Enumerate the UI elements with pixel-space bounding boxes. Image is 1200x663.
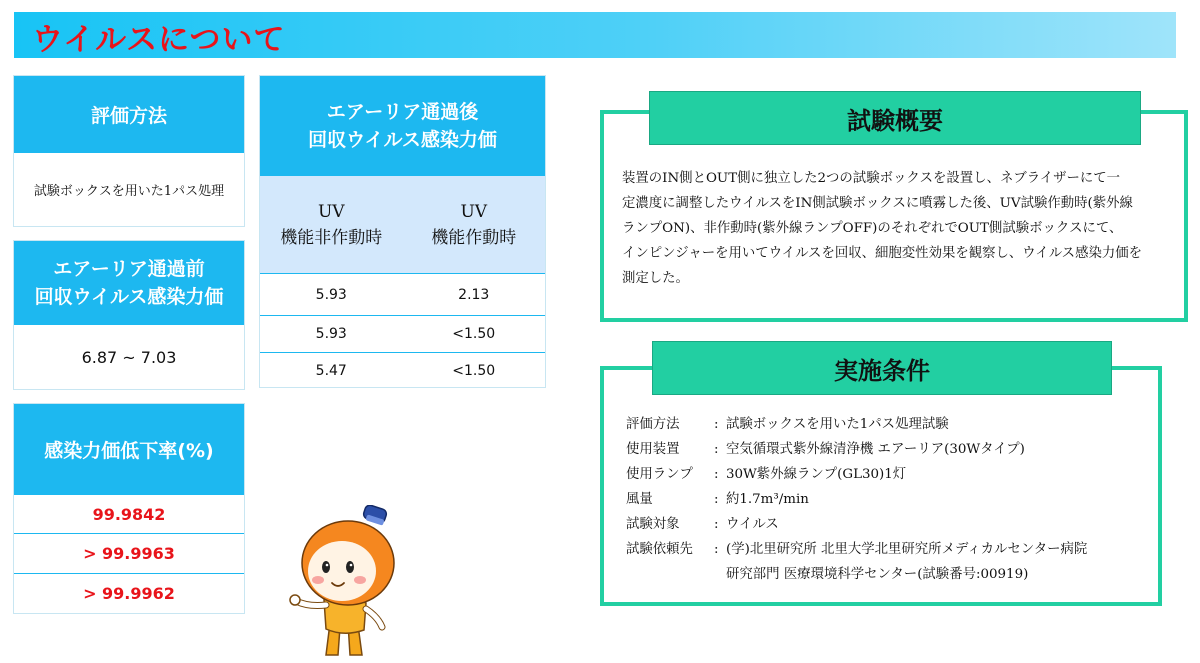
overview-line: ランプON)、非作動時(紫外線ランプOFF)のそれぞれでOUT側試験ボックスにて、 [622,221,1123,236]
overview-line: インピンジャーを用いてウイルスを回収、細胞変性効果を観察し、ウイルス感染力価を [622,246,1143,261]
table-row [260,315,545,352]
post-titer-table [259,75,546,388]
condition-row [626,462,1151,487]
condition-value: 空気循環式紫外線清浄機 エアーリア(30Wタイプ) [726,442,1025,457]
condition-key: 試験依頼先 [626,542,693,557]
test-conditions-list [626,412,1151,587]
overview-line: 定濃度に調整したウイルスをIN側試験ボックスに噴霧した後、UV試験作動時(紫外線 [622,196,1133,211]
pre-titer-value [14,325,244,389]
reduction-rate-value [14,573,244,613]
table-cell: <1.50 [452,326,496,342]
evaluation-method-heading [14,76,244,153]
table-row [260,352,545,389]
post-titer-heading-line2: 回収ウイルス感染力価 [308,129,497,151]
test-overview-heading [649,91,1141,145]
condition-key: 評価方法 [626,417,680,432]
column-header-uv-off [260,176,403,273]
condition-value: ウイルス [726,517,779,532]
mascot-illustration [286,505,396,660]
table-cell: 5.93 [315,326,347,342]
test-overview-heading-text: 試験概要 [847,106,943,135]
reduction-rate-value [14,533,244,573]
condition-row [626,437,1151,462]
evaluation-method-box [13,75,245,227]
reduction-rate-value-1: 99.9842 [92,504,166,524]
evaluation-method-value-text: 試験ボックスを用いた1パス処理 [33,184,225,199]
evaluation-method-value [14,153,244,226]
reduction-rate-value-2: > 99.9963 [83,544,175,563]
post-titer-heading [260,76,545,176]
condition-key: 試験対象 [626,517,680,532]
condition-separator: : [714,517,719,532]
condition-separator: : [714,542,719,557]
post-titer-heading-line1: エアーリア通過後 [326,101,479,123]
condition-row [626,487,1151,512]
column-header-uv-off-line2: 機能非作動時 [280,227,383,248]
title-bar [14,12,1176,58]
column-header-uv-on [403,176,546,273]
pre-titer-value-text: 6.87 ~ 7.03 [81,347,177,367]
condition-key: 使用装置 [626,442,680,457]
condition-value: 30W紫外線ランプ(GL30)1灯 [726,467,907,482]
condition-value-continuation: 研究部門 医療環境科学センター(試験番号:00919) [726,567,1029,582]
reduction-rate-value [14,495,244,533]
column-header-uv-off-line1: UV [317,201,345,222]
pre-titer-heading [14,241,244,325]
condition-row [626,537,1151,562]
condition-separator: : [714,492,719,507]
pre-titer-heading-line1: エアーリア通過前 [53,258,205,280]
post-titer-column-headers [260,176,545,273]
condition-row [626,412,1151,437]
column-header-uv-on-line2: 機能作動時 [431,227,517,248]
reduction-rate-value-3: > 99.9962 [83,584,175,603]
condition-key: 使用ランプ [626,467,693,482]
reduction-rate-heading [14,404,244,495]
pre-titer-box [13,240,245,390]
table-row [260,273,545,315]
evaluation-method-heading-text: 評価方法 [90,105,167,127]
test-conditions-heading-text: 実施条件 [834,356,930,385]
condition-key: 風量 [626,492,653,507]
condition-separator: : [714,442,719,457]
condition-value: (学)北里研究所 北里大学北里研究所メディカルセンター病院 [726,542,1088,557]
condition-separator: : [714,467,719,482]
condition-value: 約1.7m³/min [726,492,809,507]
overview-line: 装置のIN側とOUT側に独立した2つの試験ボックスを設置し、ネブライザーにて一 [622,171,1121,186]
test-conditions-heading [652,341,1112,395]
condition-row [626,512,1151,537]
overview-line: 測定した。 [622,271,689,286]
pre-titer-heading-line2: 回収ウイルス感染力価 [34,286,224,308]
condition-value: 試験ボックスを用いた1パス処理試験 [726,417,949,432]
reduction-rate-box [13,403,245,614]
table-cell: 5.93 [315,286,347,303]
column-header-uv-on-line1: UV [460,201,488,222]
table-cell: 5.47 [315,363,347,379]
page-title: ウイルスについて [32,22,286,58]
reduction-rate-heading-text: 感染力価低下率(%) [44,440,214,462]
test-overview-text [622,166,1177,291]
table-cell: 2.13 [458,286,490,303]
table-cell: <1.50 [452,363,496,379]
condition-separator: : [714,417,719,432]
